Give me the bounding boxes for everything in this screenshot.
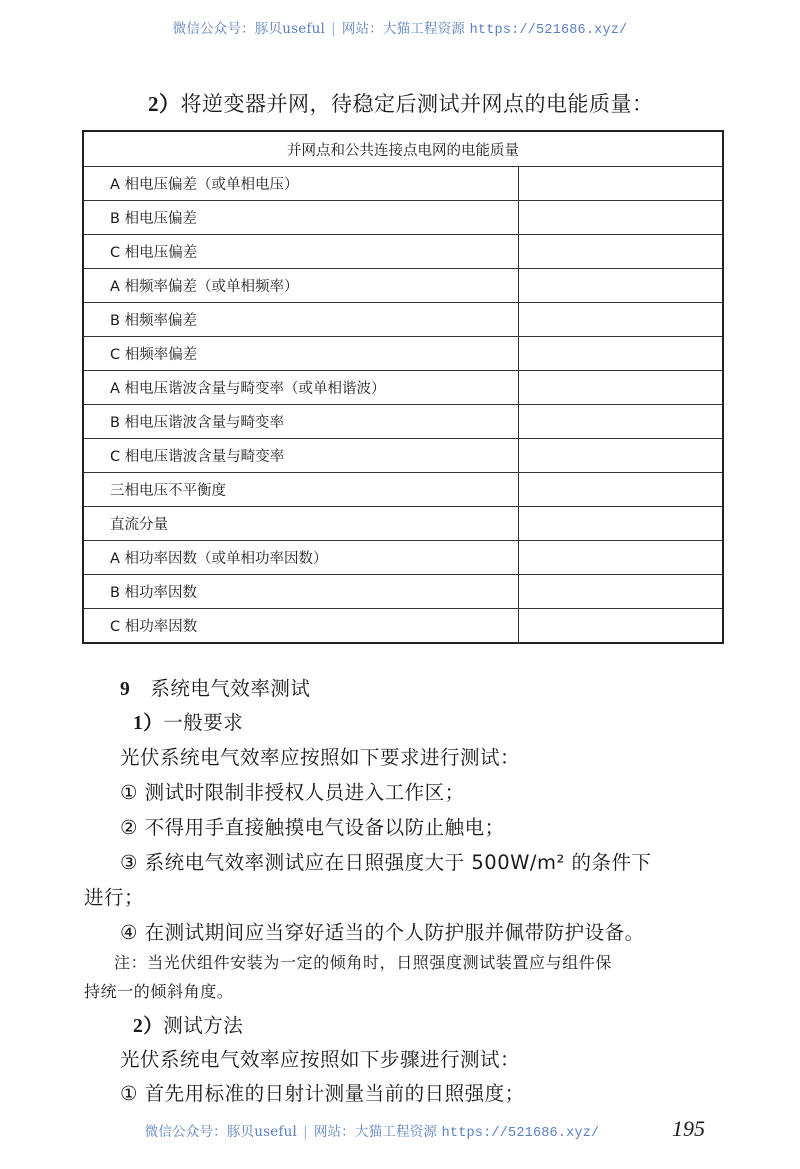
subsection-2-number: 2） [133,1016,164,1037]
subsection-1-number: 1） [133,713,164,734]
section-9-title: 系统电气效率测试 [150,677,311,700]
requirement-item-3-continued: 进行； [84,886,145,909]
table-row [83,439,723,473]
section-9-number: 9 [120,679,131,700]
table-row [83,303,723,337]
watermark-bottom [0,1120,772,1141]
row-value [519,167,723,201]
table-header-row [83,131,723,167]
requirement-item-4: ④ 在测试期间应当穿好适当的个人防护服并佩带防护设备。 [120,921,645,944]
requirement-item-3: ③ 系统电气效率测试应在日照强度大于 500W/m² 的条件下 [120,851,652,874]
subsection-2-title: 测试方法 [163,1014,244,1037]
watermark-url: https://521686.xyz/ [441,1126,600,1141]
table-row [83,575,723,609]
row-value [519,507,723,541]
table-row [83,371,723,405]
table-row [83,337,723,371]
row-value [519,473,723,507]
section-9-heading [120,673,310,701]
row-label: C 相功率因数 [83,609,519,644]
row-label: B 相频率偏差 [83,303,519,337]
method-item-1: ① 首先用标准的日射计测量当前的日照强度； [120,1082,525,1105]
intro-method: 光伏系统电气效率应按照如下步骤进行测试： [120,1048,521,1071]
table-row [83,235,723,269]
table-row [83,405,723,439]
row-label: 三相电压不平衡度 [83,473,519,507]
row-label: C 相电压谐波含量与畸变率 [83,439,519,473]
row-value [519,609,723,644]
row-value [519,303,723,337]
table-row [83,167,723,201]
row-label: 直流分量 [83,507,519,541]
subsection-2-heading [133,1010,243,1038]
requirement-item-2: ② 不得用手直接触摸电气设备以防止触电； [120,816,505,839]
requirement-item-1: ① 测试时限制非授权人员进入工作区； [120,781,465,804]
intro-requirements: 光伏系统电气效率应按照如下要求进行测试： [120,746,521,769]
row-value [519,269,723,303]
table-row [83,201,723,235]
row-value [519,575,723,609]
table-row [83,269,723,303]
watermark-top [0,17,800,38]
row-label: B 相功率因数 [83,575,519,609]
table-row [83,609,723,644]
row-value [519,235,723,269]
watermark-site-label: 网站：大猫工程资源 [313,1124,438,1140]
row-value [519,541,723,575]
row-label: A 相功率因数（或单相功率因数） [83,541,519,575]
watermark-wechat: 微信公众号：豚贝useful [144,1124,298,1140]
table-row [83,507,723,541]
page-number: 195 [672,1116,705,1141]
watermark-site-label: 网站：大猫工程资源 [341,21,466,37]
table-row [83,541,723,575]
row-value [519,371,723,405]
step2-heading [148,88,654,118]
table-row [83,473,723,507]
row-label: C 相电压偏差 [83,235,519,269]
row-label: B 相电压谐波含量与畸变率 [83,405,519,439]
row-label: A 相电压偏差（或单相电压） [83,167,519,201]
note-line-2: 持统一的倾斜角度。 [84,982,234,1001]
subsection-1-heading [133,707,243,735]
row-value [519,201,723,235]
row-label: B 相电压偏差 [83,201,519,235]
watermark-url: https://521686.xyz/ [469,23,628,38]
power-quality-table [82,130,724,644]
watermark-separator: | [331,21,336,37]
step2-text: 将逆变器并网，待稳定后测试并网点的电能质量： [180,92,654,116]
row-value [519,405,723,439]
row-value [519,439,723,473]
row-label: A 相频率偏差（或单相频率） [83,269,519,303]
table-header: 并网点和公共连接点电网的电能质量 [83,131,723,167]
note-line-1: 注：当光伏组件安装为一定的倾角时，日照强度测试装置应与组件保 [114,953,613,972]
row-label: A 相电压谐波含量与畸变率（或单相谐波） [83,371,519,405]
row-value [519,337,723,371]
subsection-1-title: 一般要求 [163,711,244,734]
watermark-wechat: 微信公众号：豚贝useful [172,21,326,37]
step2-number: 2） [148,92,181,116]
watermark-separator: | [303,1124,308,1140]
row-label: C 相频率偏差 [83,337,519,371]
